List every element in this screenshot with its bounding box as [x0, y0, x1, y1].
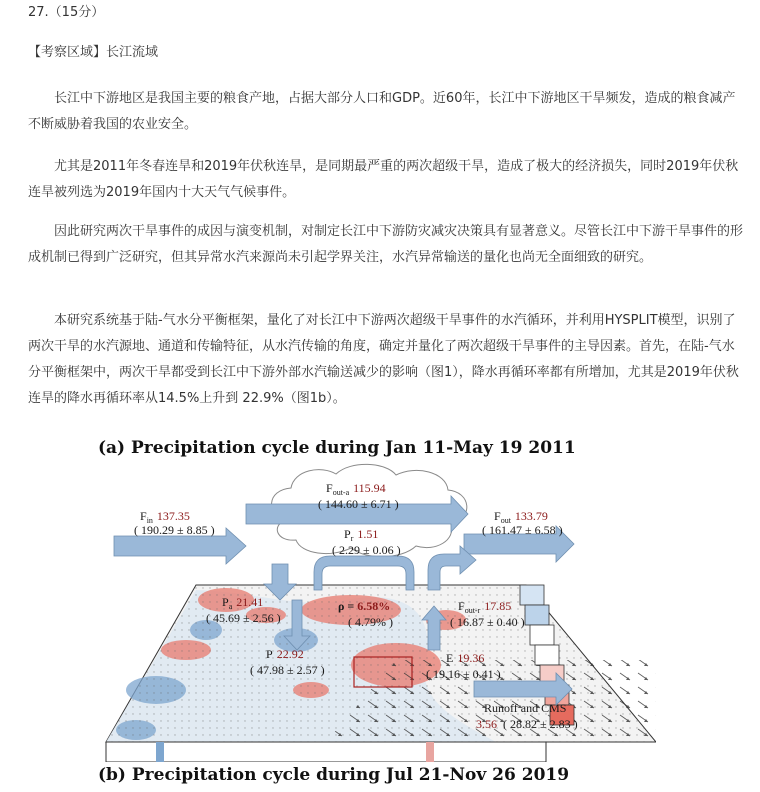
paragraph-4: 本研究系统基于陆-气水分平衡框架，量化了对长江中下游两次超级干旱事件的水汽循环，并利用HYSPLIT模型，识别了两次干旱的水汽源地、通道和传输特征，从水汽传输的角度，确定并量化了两次超级干旱事件的主导因素。首先，在陆-气水分平衡框架中，两次干旱都受到长江中下游外部水汽输送减少的影响（图1），降水再循环率都有所增加，尤其是2019年伏秋连旱的降水再循环率从14.5%上升到 22.9%（图1b）。	[28, 313, 739, 406]
p-r-label: $P_r$ 1.51	[344, 527, 379, 543]
p-r-reference: ( 2.29 ± 0.06 )	[332, 543, 401, 557]
question-number: 27.（15分）	[28, 5, 105, 20]
f-out-reference: ( 161.47 ± 6.58 )	[482, 523, 563, 537]
runoff-label: Runoff and CMS	[484, 701, 567, 715]
figure-title-b: (b) Precipitation cycle during Jul 21-Nov 26 2019	[98, 765, 570, 785]
region-line	[28, 40, 744, 66]
rho-label: ρ = 6.58%	[338, 599, 391, 613]
precipitation-cycle-figure	[96, 460, 656, 762]
p-a-label: $P_a$ 21.41	[222, 595, 264, 611]
f-out-label: $F_{out}$ 133.79	[494, 509, 548, 525]
figure-title-a: (a) Precipitation cycle during Jan 11-May 19 2011	[98, 438, 576, 458]
e-label: E 19.36	[446, 651, 485, 665]
paragraph-2: 尤其是2011年冬春连旱和2019年伏秋连旱，是同期最严重的两次超级干旱，造成了极大的经济损失，同时2019年伏秋连旱被列选为2019年国内十大天气气候事件。	[28, 159, 739, 200]
p-label: P 22.92	[266, 647, 304, 661]
f-out-a-label: $F_{out-a}$ 115.94	[326, 481, 386, 497]
p-a-reference: ( 45.69 ± 2.56 )	[206, 611, 281, 625]
e-reference: ( 19.16 ± 0.41 )	[426, 667, 501, 681]
rho-reference: ( 4.79% )	[348, 615, 393, 629]
f-out-a-reference: ( 144.60 ± 6.71 )	[318, 497, 399, 511]
f-in-label: $F_{in}$ 137.35	[140, 509, 190, 525]
f-out-r-label: $F_{out-r}$ 17.85	[458, 599, 512, 615]
region-tag: 【考察区域】	[28, 45, 107, 60]
p-reference: ( 47.98 ± 2.57 )	[250, 663, 325, 677]
paragraph-3: 因此研究两次干旱事件的成因与演变机制，对制定长江中下游防灾减灾决策具有显著意义。尽管长江中下游干旱事件的形成机制已得到广泛研究，但其异常水汽来源尚未引起学界关注，水汽异常输送的量化也尚无全面细致的研究。	[28, 224, 744, 265]
runoff-value-line: 3.56 ( 28.82 ± 2.83 )	[476, 717, 578, 731]
region-name: 长江流域	[106, 45, 159, 60]
paragraph-1: 长江中下游地区是我国主要的粮食产地，占据大部分人口和GDP。近60年，长江中下游地区干旱频发，造成的粮食减产不断威胁着我国的农业安全。	[28, 91, 736, 132]
f-in-reference: ( 190.29 ± 8.85 )	[134, 523, 215, 537]
f-out-r-reference: ( 16.87 ± 0.40 )	[450, 615, 525, 629]
